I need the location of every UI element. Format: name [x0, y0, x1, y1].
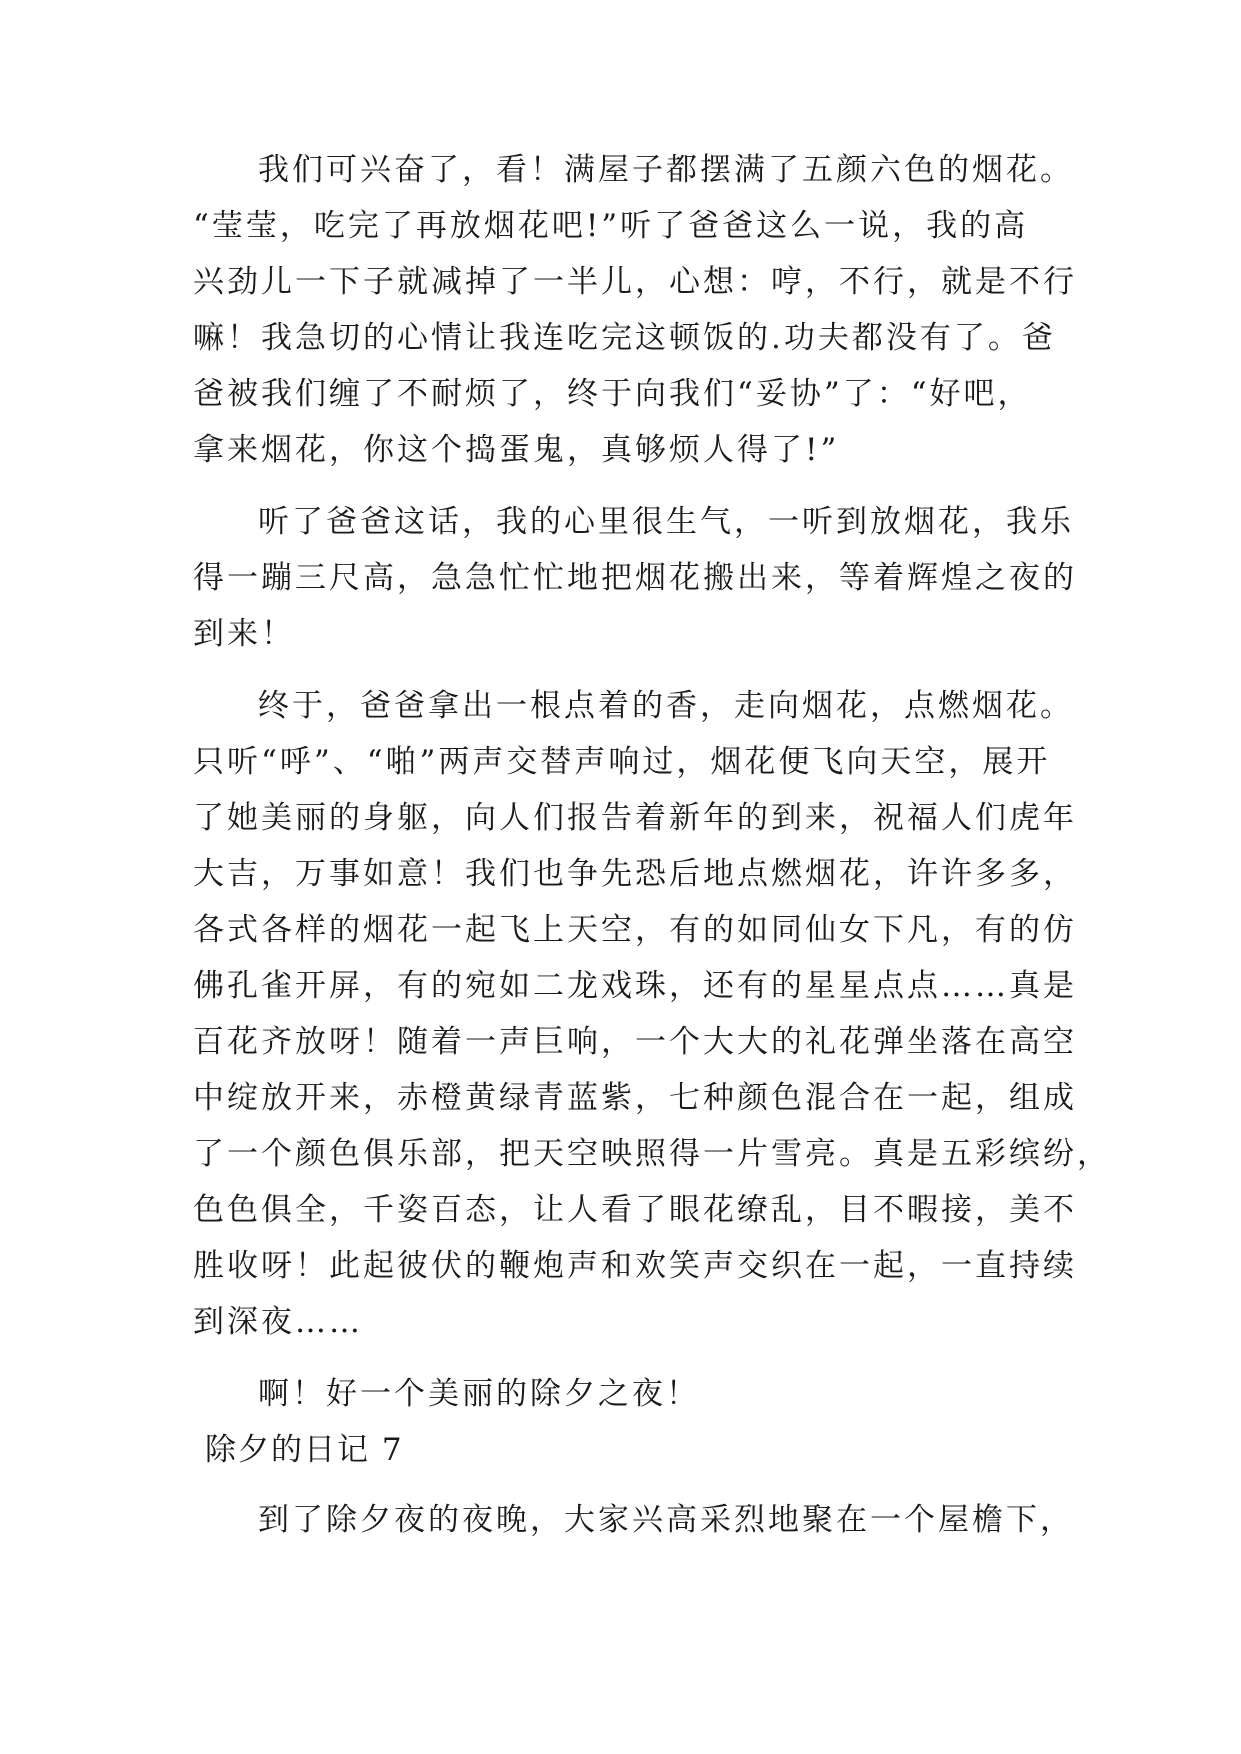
paragraph-line: 到了除夕夜的夜晚，大家兴高采烈地聚在一个屋檐下，: [258, 1502, 1074, 1538]
paragraph-line: 只听“呼”、“啪”两声交替声响过，烟花便飞向天空，展开: [193, 744, 1051, 780]
paragraph-line: 中绽放开来，赤橙黄绿青蓝紫，七种颜色混合在一起，组成: [193, 1080, 1077, 1116]
paragraph-line: 到来！: [193, 616, 295, 652]
paragraph-line: 大吉，万事如意！我们也争先恐后地点燃烟花，许许多多，: [193, 856, 1077, 892]
paragraph-line: 嘛！我急切的心情让我连吃完这顿饭的.功夫都没有了。爸: [193, 320, 1056, 356]
paragraph-line: 各式各样的烟花一起飞上天空，有的如同仙女下凡，有的仿: [193, 912, 1077, 948]
paragraph-line: 终于，爸爸拿出一根点着的香，走向烟花，点燃烟花。: [258, 688, 1074, 724]
paragraph-line: 佛孔雀开屏，有的宛如二龙戏珠，还有的星星点点……真是: [193, 968, 1077, 1004]
paragraph-line: 了她美丽的身躯，向人们报告着新年的到来，祝福人们虎年: [193, 800, 1077, 836]
section-heading: 除夕的日记 7: [205, 1432, 404, 1468]
paragraph-line: 听了爸爸这话，我的心里很生气，一听到放烟花，我乐: [258, 504, 1074, 540]
paragraph-line: 得一蹦三尺高，急急忙忙地把烟花搬出来，等着辉煌之夜的: [193, 560, 1077, 596]
paragraph-line: 胜收呀！此起彼伏的鞭炮声和欢笑声交织在一起，一直持续: [193, 1248, 1077, 1284]
paragraph-line: 了一个颜色俱乐部，把天空映照得一片雪亮。真是五彩缤纷，: [193, 1136, 1111, 1172]
paragraph-line: 兴劲儿一下子就减掉了一半儿，心想：哼，不行，就是不行: [193, 264, 1077, 300]
paragraph-line: “莹莹，吃完了再放烟花吧!”听了爸爸这么一说，我的高: [193, 208, 1029, 244]
paragraph-line: 到深夜……: [193, 1304, 363, 1340]
paragraph-line: 色色俱全，千姿百态，让人看了眼花缭乱，目不暇接，美不: [193, 1192, 1077, 1228]
paragraph-line: 拿来烟花，你这个捣蛋鬼，真够烦人得了!”: [193, 432, 840, 468]
paragraph-line: 啊！好一个美丽的除夕之夜！: [258, 1376, 700, 1412]
paragraph-line: 我们可兴奋了，看！满屋子都摆满了五颜六色的烟花。: [258, 152, 1074, 188]
paragraph-line: 爸被我们缠了不耐烦了，终于向我们“妥协”了：“好吧，: [193, 376, 1032, 412]
paragraph-line: 百花齐放呀！随着一声巨响，一个大大的礼花弹坐落在高空: [193, 1024, 1077, 1060]
